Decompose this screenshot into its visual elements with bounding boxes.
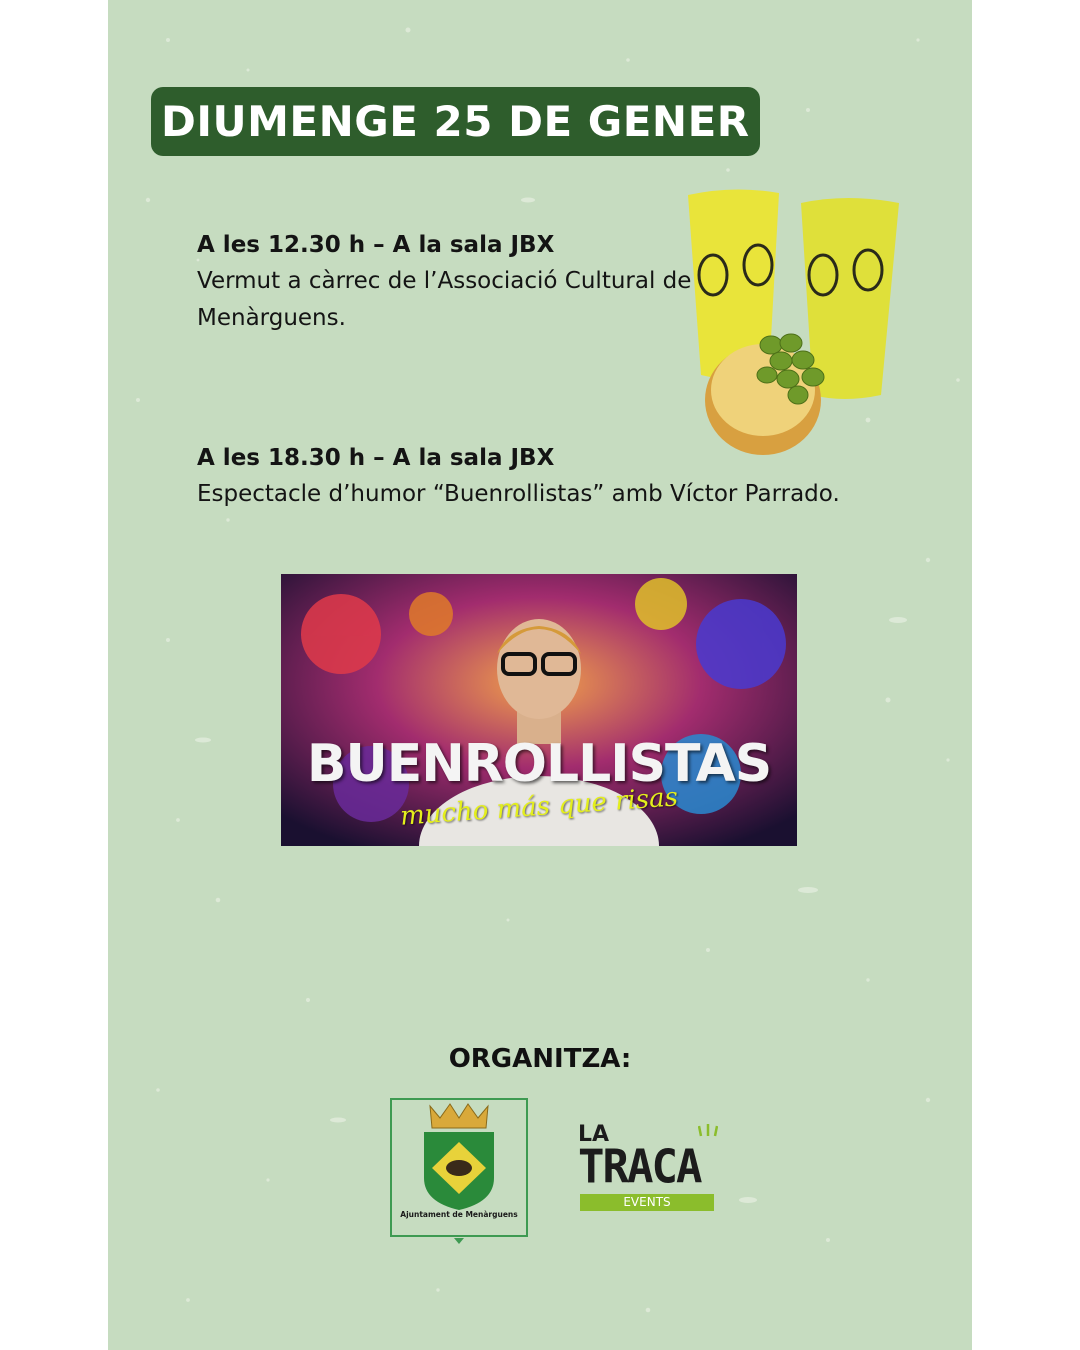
event-humor — [197, 440, 957, 513]
vermut-illustration — [683, 185, 913, 465]
date-heading: DIUMENGE 25 DE GENER — [161, 97, 750, 146]
event-description: Espectacle d’humor “Buenrollistas” amb Víctor Parrado. — [197, 481, 840, 507]
ajuntament-logo — [390, 1098, 528, 1246]
date-badge — [151, 87, 760, 156]
event-poster — [108, 0, 972, 1350]
event-description: Vermut a càrrec de l’Associació Cultural de Menàrguens. — [197, 268, 692, 331]
event-time: A les 12.30 h – A la sala JBX — [197, 232, 555, 258]
show-banner — [281, 574, 797, 846]
logo-tagline: EVENTS — [580, 1194, 714, 1211]
event-time: A les 18.30 h – A la sala JBX — [197, 445, 555, 471]
banner-title: BUENROLLISTAS — [306, 734, 772, 794]
la-traca-logo — [578, 1122, 718, 1214]
logo-text-traca: TRACA — [578, 1140, 701, 1195]
banner-subtitle: mucho más que risas — [399, 782, 679, 832]
coat-of-arms-icon — [390, 1098, 528, 1246]
logo-text-la: LA — [578, 1122, 610, 1147]
ajuntament-caption: Ajuntament de Menàrguens — [400, 1210, 518, 1219]
organizers-label: ORGANITZA: — [448, 1044, 632, 1074]
event-vermut — [197, 227, 717, 337]
spark-icon — [698, 1124, 718, 1138]
